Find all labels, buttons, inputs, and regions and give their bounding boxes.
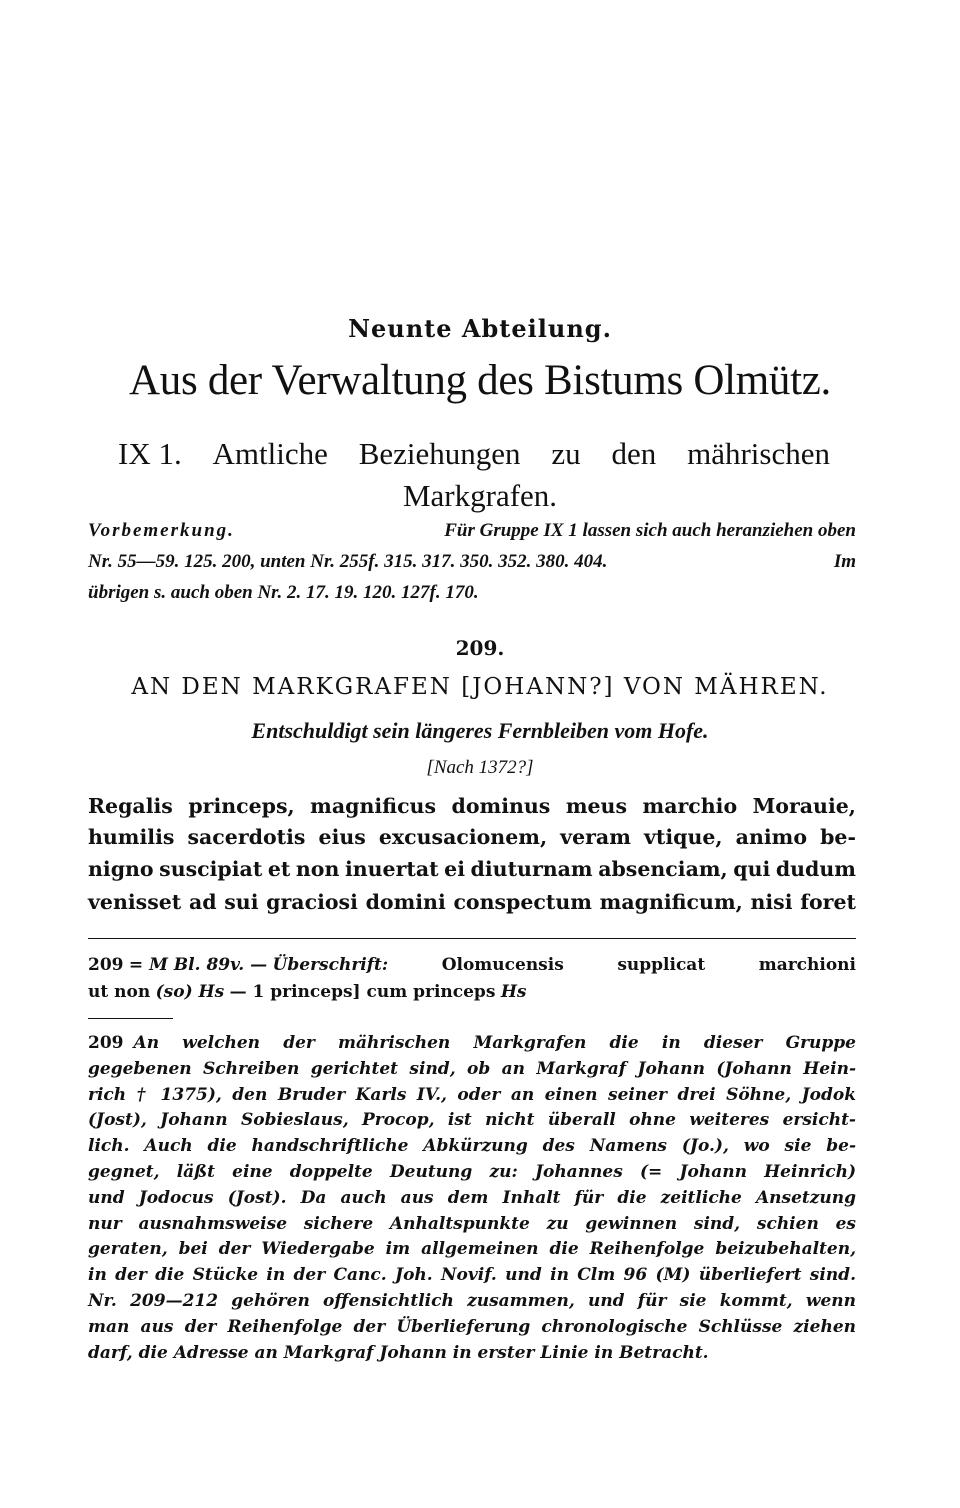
commentary-text: und Jodocus (Jost). Da auch aus dem Inhalt für die zeitliche Ansetzung — [88, 1188, 856, 1208]
commentary-text: lich. Auch die handschriftliche Abkürzung des Namens (Jo.), wo sie be- — [88, 1136, 856, 1156]
commentary-line — [88, 1136, 856, 1156]
text-word: non — [295, 857, 340, 881]
commentary-line — [88, 1317, 856, 1337]
part-heading: Neunte Abteilung. — [348, 314, 612, 343]
commentary-text: An welchen der mährischen Markgrafen die in dieser Gruppe — [133, 1033, 856, 1053]
document-date: [Nach 1372?] — [426, 757, 534, 778]
apparatus-label: Überschrift: — [272, 955, 389, 975]
apparatus-line-2 — [88, 982, 856, 1002]
apparatus-text: — 1 princeps] cum princeps — [229, 982, 496, 1002]
text-word: et — [267, 857, 291, 881]
commentary-text: darf, die Adresse an Markgraf Johann in erster Linie in Betracht. — [88, 1343, 709, 1363]
apparatus-word: marchioni — [758, 955, 856, 975]
commentary-text: Nr. 209—212 gehören offensichtlich zusammen, und für sie kommt, wenn — [88, 1291, 856, 1311]
text-word: princeps, — [188, 794, 295, 818]
section-heading-line-1 — [118, 436, 830, 472]
text-word: sui — [224, 890, 259, 914]
text-word: Regalis — [88, 794, 173, 818]
apparatus-word: Olomucensis — [441, 955, 564, 975]
text-word: dudum — [775, 857, 856, 881]
text-word: sacerdotis — [187, 825, 306, 849]
commentary-line — [88, 1343, 856, 1363]
text-word: excusacionem, — [378, 825, 548, 849]
commentary-line — [88, 1188, 856, 1208]
commentary-text: geraten, bei der Wiedergabe im allgemeinen die Reihenfolge beizubehalten, — [88, 1239, 856, 1259]
preface-text: Nr. 55—59. 125. 200, unten Nr. 255f. 315. 317. 350. 352. 380. 404. — [88, 551, 608, 572]
section-heading-line-2: Markgrafen. — [402, 478, 558, 513]
commentary-text: gegebenen Schreiben gerichtet sind, ob an Markgraf Johann (Johann Hein- — [88, 1059, 856, 1079]
text-word: dominus — [451, 794, 551, 818]
text-word: Morauie, — [752, 794, 856, 818]
section-word: Amtliche — [212, 436, 328, 471]
text-word: qui — [733, 857, 771, 881]
apparatus-text: (so) Hs — [155, 982, 225, 1002]
commentary-text: (Jost), Johann Sobieslaus, Procop, ist nicht überall ohne weiteres ersicht- — [88, 1110, 856, 1130]
section-word: IX 1. — [118, 436, 182, 471]
text-word: venisset — [88, 890, 182, 914]
apparatus-number: 209 — [88, 955, 124, 975]
text-word: diuturnam — [470, 857, 593, 881]
section-word: zu — [551, 436, 581, 471]
text-word: nigno — [88, 857, 154, 881]
text-word: suscipiat — [159, 857, 263, 881]
commentary-line — [88, 1214, 856, 1234]
footnote-divider — [88, 938, 856, 939]
text-word: inuertat — [344, 857, 439, 881]
text-word: be- — [820, 825, 856, 849]
section-word: mährischen — [687, 436, 830, 471]
commentary-text: nur ausnahmsweise sichere Anhaltspunkte zu gewinnen sind, schien es — [88, 1214, 856, 1234]
text-word: ei — [444, 857, 465, 881]
text-word: magnificus — [310, 794, 437, 818]
document-number: 209. — [455, 636, 505, 660]
document-address: AN DEN MARKGRAFEN [JOHANN?] VON MÄHREN. — [131, 674, 829, 700]
text-word: eius — [318, 825, 366, 849]
commentary-text: gegnet, läßt eine doppelte Deutung zu: Johannes (= Johann Heinrich) — [88, 1162, 856, 1182]
text-line — [88, 825, 856, 849]
commentary-text: rich † 1375), den Bruder Karls IV., oder an einen seiner drei Söhne, Jodok — [88, 1085, 856, 1105]
commentary-line — [88, 1033, 856, 1053]
text-word: domini — [365, 890, 446, 914]
apparatus-text: Hs — [500, 982, 527, 1002]
text-word: marchio — [642, 794, 738, 818]
text-word: humilis — [88, 825, 175, 849]
preface-text: Für Gruppe IX 1 lassen sich auch heranziehen oben — [444, 520, 856, 541]
section-word: den — [611, 436, 657, 471]
text-line — [88, 857, 856, 881]
apparatus-word: supplicat — [617, 955, 706, 975]
preface-line-3: übrigen s. auch oben Nr. 2. 17. 19. 120. 127f. 170. — [88, 582, 479, 603]
text-word: conspectum — [453, 890, 592, 914]
page-title: Aus der Verwaltung des Bistums Olmütz. — [128, 357, 832, 404]
apparatus-text: ut non — [88, 982, 151, 1002]
text-word: foret — [800, 890, 856, 914]
text-line — [88, 890, 856, 914]
text-word: ad — [188, 890, 217, 914]
commentary-line — [88, 1265, 856, 1285]
apparatus-line-1 — [88, 955, 856, 975]
text-word: magnificum, — [599, 890, 743, 914]
text-word: graciosi — [266, 890, 358, 914]
commentary-line — [88, 1291, 856, 1311]
section-word: Beziehungen — [358, 436, 521, 471]
commentary-text: man aus der Reihenfolge der Überlieferung chronologische Schlüsse ziehen — [88, 1317, 856, 1337]
document-summary: Entschuldigt sein längeres Fernbleiben vom Hofe. — [251, 718, 709, 743]
preface-label: Vorbemerkung. — [88, 520, 235, 541]
text-word: meus — [565, 794, 628, 818]
text-word: vtique, — [643, 825, 723, 849]
apparatus-source: = M Bl. 89v. — — [128, 955, 268, 975]
text-word: absenciam, — [598, 857, 728, 881]
commentary-line — [88, 1239, 856, 1259]
commentary-text: in der die Stücke in der Canc. Joh. Novif. und in Clm 96 (M) überliefert sind. — [88, 1265, 856, 1285]
text-line — [88, 794, 856, 818]
commentary-line — [88, 1059, 856, 1079]
commentary-line — [88, 1085, 856, 1105]
preface-text: Im — [833, 551, 856, 572]
preface-line-2 — [88, 551, 856, 573]
text-word: nisi — [750, 890, 793, 914]
text-word: veram — [560, 825, 631, 849]
commentary-line — [88, 1110, 856, 1130]
preface-line-1 — [88, 520, 856, 542]
commentary-divider — [88, 1018, 173, 1019]
commentary-number: 209 — [88, 1033, 124, 1053]
commentary-line — [88, 1162, 856, 1182]
text-word: animo — [735, 825, 807, 849]
